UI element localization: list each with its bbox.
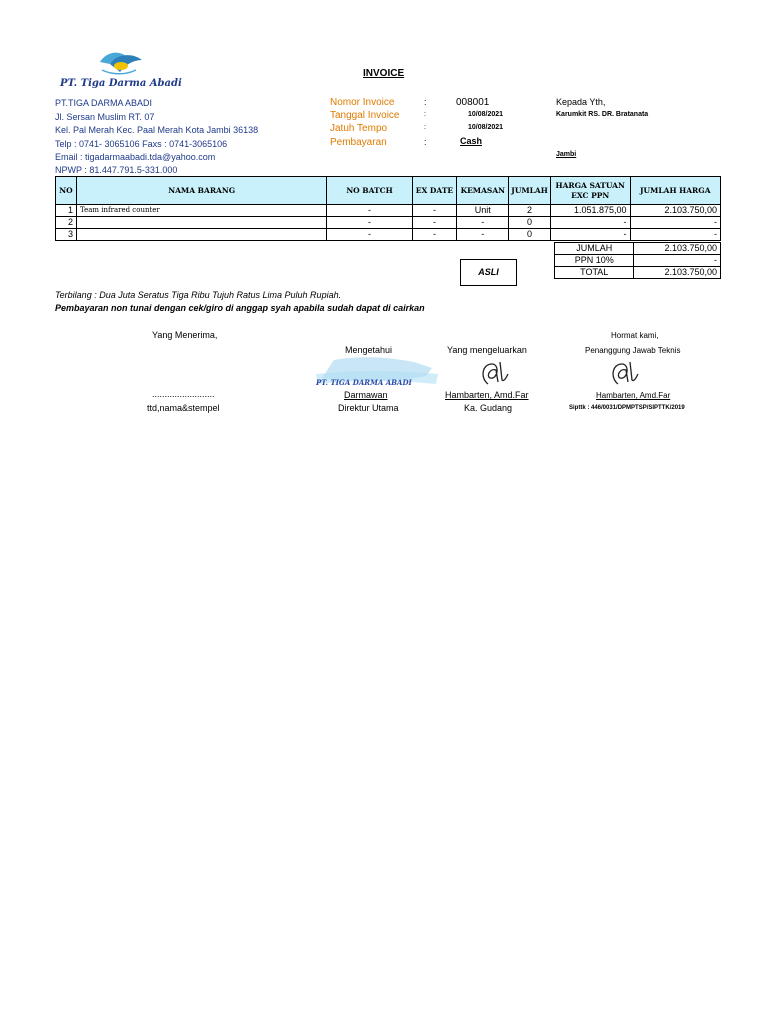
summary-label: TOTAL: [555, 267, 634, 279]
cell-jumlah-harga: -: [630, 229, 721, 241]
signature-icon: [478, 358, 510, 388]
summary-row: [555, 243, 721, 255]
cell-kemasan: -: [457, 217, 509, 229]
summary-value: -: [634, 255, 721, 267]
colon: :: [424, 124, 426, 131]
company-name: PT.TIGA DARMA ABADI: [55, 98, 153, 108]
receiver-title: Yang Menerima,: [152, 330, 218, 340]
bird-logo-icon: [96, 48, 146, 78]
colon: :: [424, 111, 426, 118]
recipient-city: Jambi: [556, 151, 577, 158]
cell-no: 3: [56, 229, 77, 241]
header-no-batch: NO BATCH: [327, 177, 412, 205]
cell-no: 1: [56, 205, 77, 217]
cell-nama-barang: [76, 217, 326, 229]
table-row: [56, 217, 721, 229]
cell-nama-barang: [76, 229, 326, 241]
jatuh-tempo-label: Jatuh Tempo: [330, 123, 388, 134]
pengeluar-title: Yang mengeluarkan: [447, 345, 527, 355]
logo-text: PT. Tiga Darma Abadi: [60, 78, 182, 89]
stamp-text: PT. TIGA DARMA ABADI: [316, 378, 412, 387]
summary-table: [554, 242, 721, 279]
terbilang-text: Terbilang : Dua Juta Seratus Tiga Ribu Tujuh Ratus Lima Puluh Rupiah.: [55, 290, 342, 300]
pengeluar-role: Ka. Gudang: [464, 403, 513, 413]
cell-no-batch: -: [327, 205, 412, 217]
tanggal-invoice-value: 10/08/2021: [468, 111, 504, 118]
header-nama-barang: NAMA BARANG: [76, 177, 326, 205]
header-no: NO: [56, 177, 77, 205]
company-npwp: NPWP : 81.447.791.5-331.000: [55, 165, 178, 175]
header-harga-satuan: HARGA SATUAN EXC PPN: [550, 177, 630, 205]
pengeluar-name: Hambarten, Amd.Far: [445, 390, 529, 400]
pj-name: Hambarten, Amd.Far: [596, 391, 671, 400]
asli-box: ASLI: [460, 259, 517, 286]
cell-jumlah-harga: -: [630, 217, 721, 229]
colon: :: [424, 97, 427, 107]
summary-value: 2.103.750,00: [634, 267, 721, 279]
summary-label: PPN 10%: [555, 255, 634, 267]
cell-ex-date: -: [412, 229, 457, 241]
summary-row: [555, 267, 721, 279]
header-ex-date: EX DATE: [412, 177, 457, 205]
nomor-invoice-label: Nomor Invoice: [330, 97, 395, 108]
cell-harga-satuan: -: [550, 229, 630, 241]
mengetahui-name: Darmawan: [344, 390, 388, 400]
cell-jumlah: 0: [509, 229, 551, 241]
company-phone: Telp : 0741- 3065106 Faxs : 0741-3065106: [55, 139, 228, 149]
cell-no-batch: -: [327, 217, 412, 229]
cell-kemasan: -: [457, 229, 509, 241]
summary-row: [555, 255, 721, 267]
cell-kemasan: Unit: [457, 205, 509, 217]
cell-jumlah-harga: 2.103.750,00: [630, 205, 721, 217]
nomor-invoice-value: 008001: [456, 97, 490, 108]
cell-no-batch: -: [327, 229, 412, 241]
pembayaran-label: Pembayaran: [330, 137, 387, 148]
pj-title: Penanggung Jawab Teknis: [585, 346, 681, 355]
company-address-1: Jl. Sersan Muslim RT. 07: [55, 112, 155, 122]
items-table: [55, 176, 721, 241]
colon: :: [424, 137, 427, 147]
jatuh-tempo-value: 10/08/2021: [468, 124, 504, 131]
company-logo: [60, 48, 182, 94]
hormat-kami: Hormat kami,: [611, 331, 659, 340]
mengetahui-role: Direktur Utama: [338, 403, 399, 413]
recipient-greeting: Kepada Yth,: [556, 97, 606, 107]
cell-nama-barang: Team infrared counter: [76, 205, 326, 217]
recipient-name: Karumkit RS. DR. Bratanata: [556, 111, 649, 118]
receiver-caption: ttd,nama&stempel: [147, 403, 220, 413]
cell-jumlah: 0: [509, 217, 551, 229]
sipttk: Sipttk : 446/0031/DPMPTSP/SIPTTK/2019: [569, 405, 685, 411]
company-email: Email : tigadarmaabadi.tda@yahoo.com: [55, 152, 216, 162]
summary-value: 2.103.750,00: [634, 243, 721, 255]
table-row: [56, 205, 721, 217]
invoice-title: INVOICE: [363, 68, 405, 79]
table-header-row: [56, 177, 721, 205]
header-kemasan: KEMASAN: [457, 177, 509, 205]
header-jumlah: JUMLAH: [509, 177, 551, 205]
pembayaran-value: Cash: [460, 136, 483, 146]
summary-label: JUMLAH: [555, 243, 634, 255]
tanggal-invoice-label: Tanggal Invoice: [330, 110, 400, 121]
company-address-2: Kel. Pal Merah Kec. Paal Merah Kota Jambi 36138: [55, 125, 259, 135]
signature-icon: [608, 358, 640, 388]
cell-harga-satuan: 1.051.875,00: [550, 205, 630, 217]
receiver-signature-line: .........................: [152, 389, 215, 399]
table-row: [56, 229, 721, 241]
cell-ex-date: -: [412, 205, 457, 217]
payment-note: Pembayaran non tunai dengan cek/giro di anggap syah apabila sudah dapat di cairkan: [55, 303, 425, 313]
header-jumlah-harga: JUMLAH HARGA: [630, 177, 721, 205]
cell-ex-date: -: [412, 217, 457, 229]
cell-harga-satuan: -: [550, 217, 630, 229]
cell-jumlah: 2: [509, 205, 551, 217]
cell-no: 2: [56, 217, 77, 229]
mengetahui-title: Mengetahui: [345, 345, 393, 355]
